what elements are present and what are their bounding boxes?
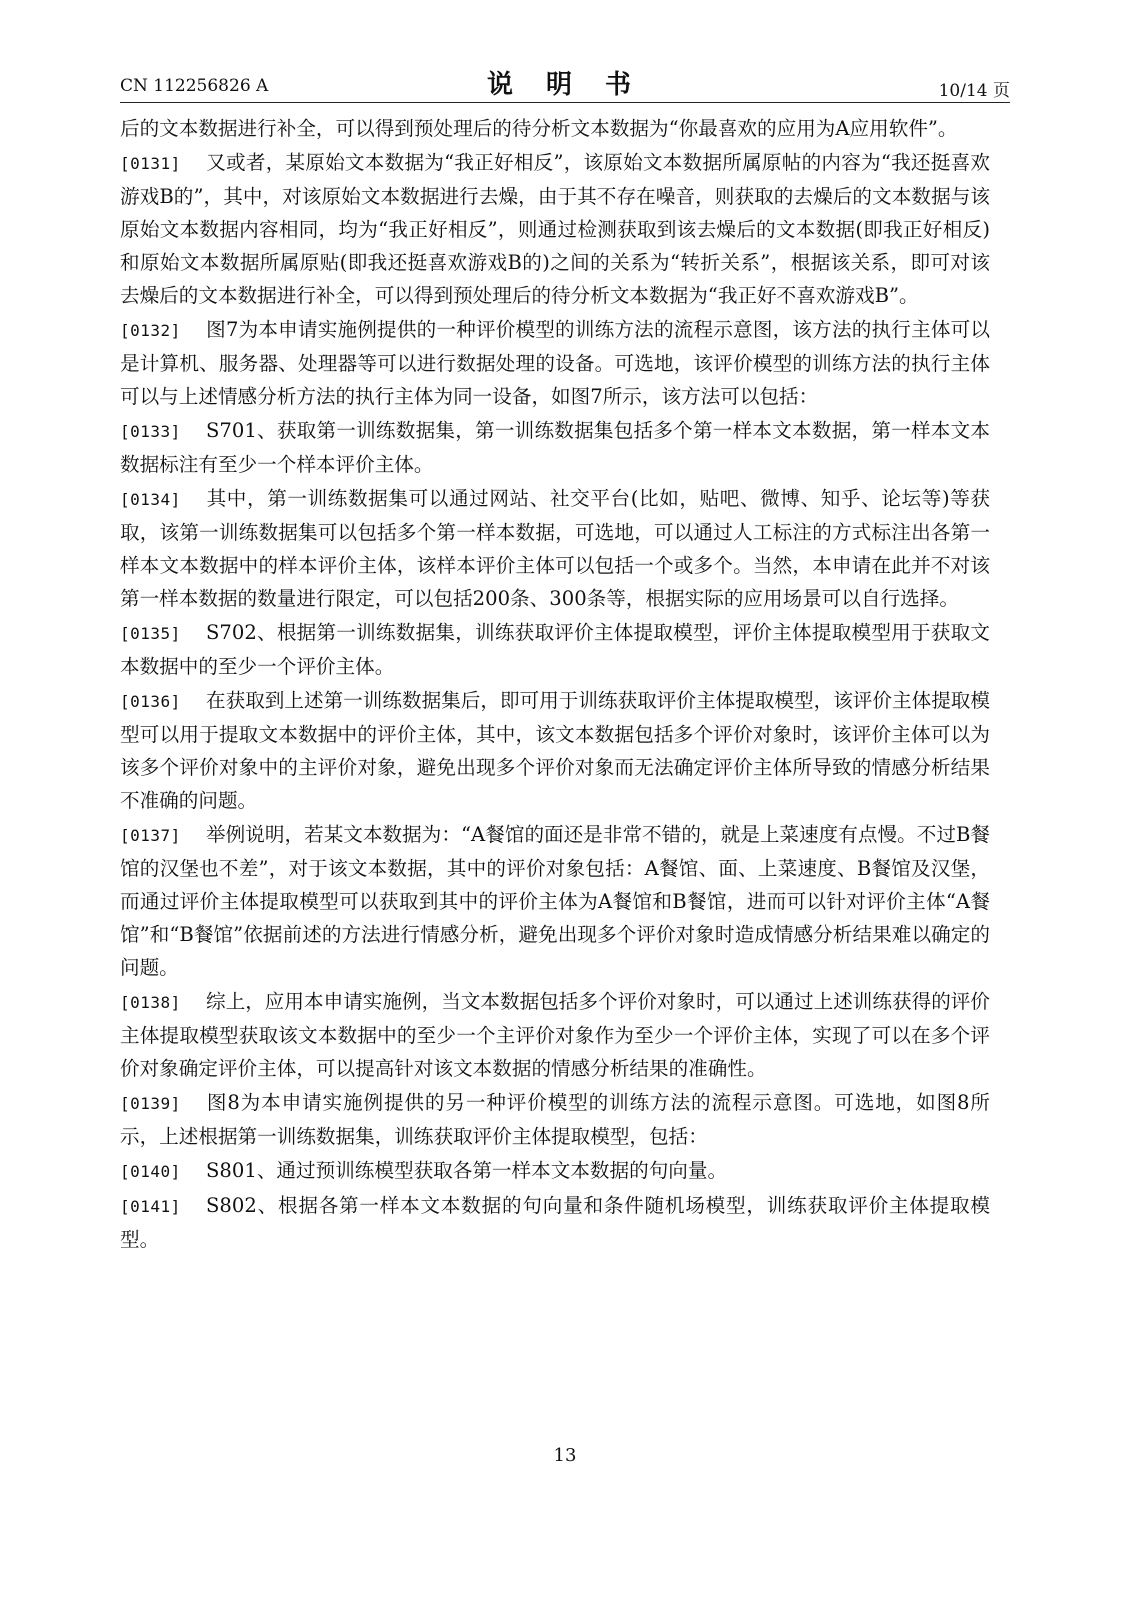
paragraph-number: [0138]	[120, 993, 181, 1012]
paragraph	[120, 985, 990, 1085]
paragraph-text: S801、通过预训练模型获取各第一样本文本数据的句向量。	[206, 1159, 728, 1182]
paragraph	[120, 313, 990, 413]
paragraph	[120, 1189, 990, 1256]
paragraph	[120, 1154, 990, 1188]
paragraph-text: 图8为本申请实施例提供的另一种评价模型的训练方法的流程示意图。可选地，如图8所示，上述根据第一训练数据集，训练获取评价主体提取模型，包括：	[120, 1091, 990, 1148]
paragraph	[120, 818, 990, 984]
header-rule	[120, 102, 1010, 103]
page-indicator: 10/14 页	[938, 81, 1010, 101]
publication-number: CN 112256826 A	[120, 76, 269, 96]
paragraph-number: [0132]	[120, 321, 181, 340]
paragraph-text: 后的文本数据进行补全，可以得到预处理后的待分析文本数据为“你最喜欢的应用为A应用软件”。	[120, 117, 958, 140]
paragraph-number: [0141]	[120, 1197, 181, 1216]
paragraph	[120, 482, 990, 615]
paragraph	[120, 616, 990, 683]
paragraph	[120, 684, 990, 817]
paragraph-number: [0133]	[120, 422, 181, 441]
paragraph-number: [0134]	[120, 490, 181, 509]
paragraph-number: [0135]	[120, 624, 181, 643]
paragraph-text: 图7为本申请实施例提供的一种评价模型的训练方法的流程示意图，该方法的执行主体可以是计算机、服务器、处理器等可以进行数据处理的设备。可选地，该评价模型的训练方法的执行主体可以与上述情感分析方法的执行主体为同一设备，如图7所示，该方法可以包括：	[120, 318, 990, 408]
paragraph	[120, 146, 990, 312]
paragraph	[120, 112, 990, 145]
paragraph	[120, 414, 990, 481]
paragraph-text: 在获取到上述第一训练数据集后，即可用于训练获取评价主体提取模型，该评价主体提取模型可以用于提取文本数据中的评价主体，其中，该文本数据包括多个评价对象时，该评价主体可以为该多个评价对象中的主评价对象，避免出现多个评价对象而无法确定评价主体所导致的情感分析结果不准确的问题。	[120, 689, 990, 812]
page-number: 13	[553, 1445, 577, 1466]
paragraph-text: S702、根据第一训练数据集，训练获取评价主体提取模型，评价主体提取模型用于获取文本数据中的至少一个评价主体。	[120, 621, 990, 678]
page-header	[120, 64, 1010, 104]
paragraph-text: 综上，应用本申请实施例，当文本数据包括多个评价对象时，可以通过上述训练获得的评价主体提取模型获取该文本数据中的至少一个主评价对象作为至少一个评价主体，实现了可以在多个评价对象确定评价主体，可以提高针对该文本数据的情感分析结果的准确性。	[120, 990, 990, 1080]
paragraph-text: 其中，第一训练数据集可以通过网站、社交平台(比如，贴吧、微博、知乎、论坛等)等获取，该第一训练数据集可以包括多个第一样本数据，可选地，可以通过人工标注的方式标注出各第一样本文本数据中的样本评价主体，该样本评价主体可以包括一个或多个。当然，本申请在此并不对该第一样本数据的数量进行限定，可以包括200条、300条等，根据实际的应用场景可以自行选择。	[120, 487, 990, 610]
paragraph-text: 举例说明，若某文本数据为：“A餐馆的面还是非常不错的，就是上菜速度有点慢。不过B餐馆的汉堡也不差”，对于该文本数据，其中的评价对象包括：A餐馆、面、上菜速度、B餐馆及汉堡，而通过评价主体提取模型可以获取到其中的评价主体为A餐馆和B餐馆，进而可以针对评价主体“A餐馆”和“B餐馆”依据前述的方法进行情感分析，避免出现多个评价对象时造成情感分析结果难以确定的问题。	[120, 823, 990, 979]
document-title: 说 明 书	[486, 70, 644, 100]
paragraph-number: [0131]	[120, 154, 181, 173]
paragraph-text: S802、根据各第一样本文本数据的句向量和条件随机场模型，训练获取评价主体提取模型。	[120, 1194, 990, 1251]
paragraph-text: 又或者，某原始文本数据为“我正好相反”，该原始文本数据所属原帖的内容为“我还挺喜欢游戏B的”，其中，对该原始文本数据进行去燥，由于其不存在噪音，则获取的去燥后的文本数据与该原始文本数据内容相同，均为“我正好相反”，则通过检测获取到该去燥后的文本数据(即我正好相反)和原始文本数据所属原贴(即我还挺喜欢游戏B的)之间的关系为“转折关系”，根据该关系，即可对该去燥后的文本数据进行补全，可以得到预处理后的待分析文本数据为“我正好不喜欢游戏B”。	[120, 151, 990, 307]
paragraph-text: S701、获取第一训练数据集，第一训练数据集包括多个第一样本文本数据，第一样本文本数据标注有至少一个样本评价主体。	[120, 419, 990, 476]
paragraph	[120, 1086, 990, 1153]
paragraph-number: [0137]	[120, 826, 181, 845]
paragraph-number: [0140]	[120, 1162, 181, 1181]
document-body	[120, 112, 990, 1257]
paragraph-number: [0139]	[120, 1094, 181, 1113]
paragraph-number: [0136]	[120, 692, 181, 711]
